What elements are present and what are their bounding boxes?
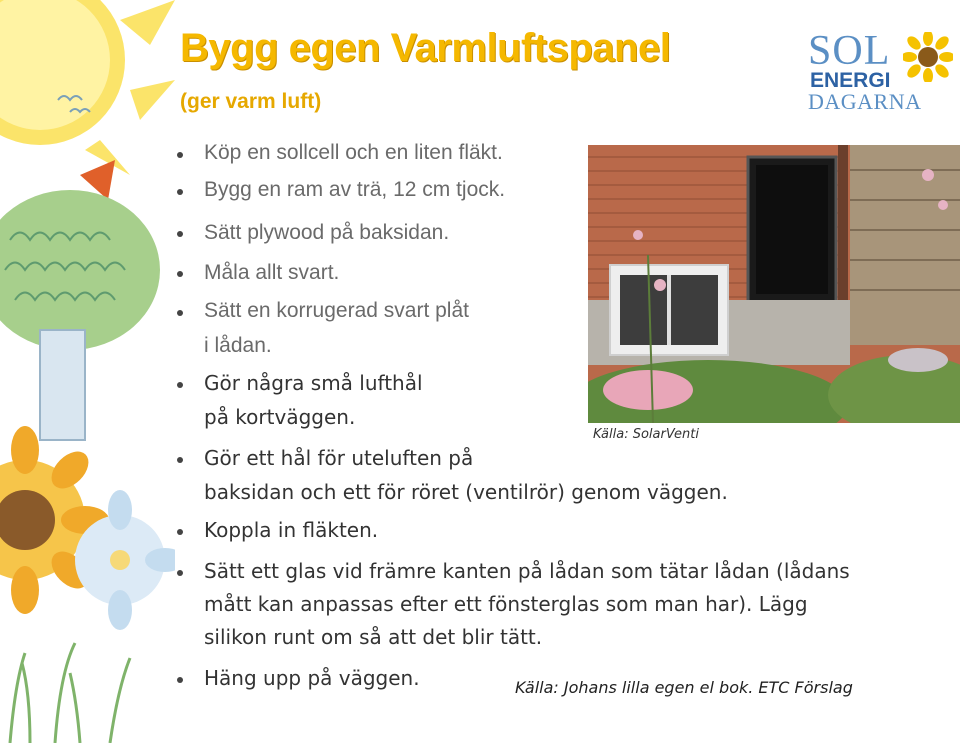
- list-item: Sätt en korrugerad svart plåt: [204, 299, 469, 322]
- bullet-dot: [177, 271, 183, 277]
- bullet-dot: [177, 231, 183, 237]
- list-item: Sätt plywood på baksidan.: [204, 221, 450, 244]
- list-item: Bygg en ram av trä, 12 cm tjock.: [204, 178, 506, 201]
- logo-line-3: DAGARNA: [808, 89, 922, 114]
- list-item-continuation: silikon runt om så att det blir tätt.: [204, 625, 543, 649]
- list-item-continuation: mått kan anpassas efter ett fönsterglas som man har). Lägg: [204, 592, 808, 616]
- bullet-dot: [177, 189, 183, 195]
- page-subtitle: (ger varm luft): [180, 90, 322, 113]
- logo-line-2: ENERGI: [810, 69, 891, 92]
- list-item: Koppla in fläkten.: [204, 518, 379, 542]
- bullet-dot: [177, 570, 183, 576]
- bullet-dot: [177, 152, 183, 158]
- photo-caption: Källa: SolarVenti: [593, 427, 699, 442]
- source-caption: Källa: Johans lilla egen el bok. ETC Förslag: [515, 678, 853, 697]
- logo-line-1: SOL: [808, 28, 891, 74]
- list-item: Köp en sollcell och en liten fläkt.: [204, 141, 503, 164]
- list-item-continuation: baksidan och ett för röret (ventilrör) genom väggen.: [204, 480, 728, 504]
- list-item: Sätt ett glas vid främre kanten på lådan som tätar lådan (lådans: [204, 559, 850, 583]
- list-item-continuation: på kortväggen.: [204, 405, 356, 429]
- list-item: Måla allt svart.: [204, 261, 340, 284]
- bullet-dot: [177, 457, 183, 463]
- bullet-dot: [177, 382, 183, 388]
- bullet-dot: [177, 529, 183, 535]
- bullet-dot: [177, 310, 183, 316]
- decorative-illustration: [0, 0, 175, 743]
- list-item: Häng upp på väggen.: [204, 666, 420, 690]
- list-item-continuation: i lådan.: [204, 334, 272, 357]
- solar-air-panel-photo: [588, 145, 960, 423]
- list-item: Gör ett hål för uteluften på: [204, 446, 474, 470]
- sunflower-icon: [903, 32, 953, 82]
- solenergidagarna-logo: [808, 30, 948, 120]
- bullet-dot: [177, 677, 183, 683]
- list-item: Gör några små lufthål: [204, 371, 423, 395]
- page-title: Bygg egen Varmluftspanel: [180, 26, 671, 70]
